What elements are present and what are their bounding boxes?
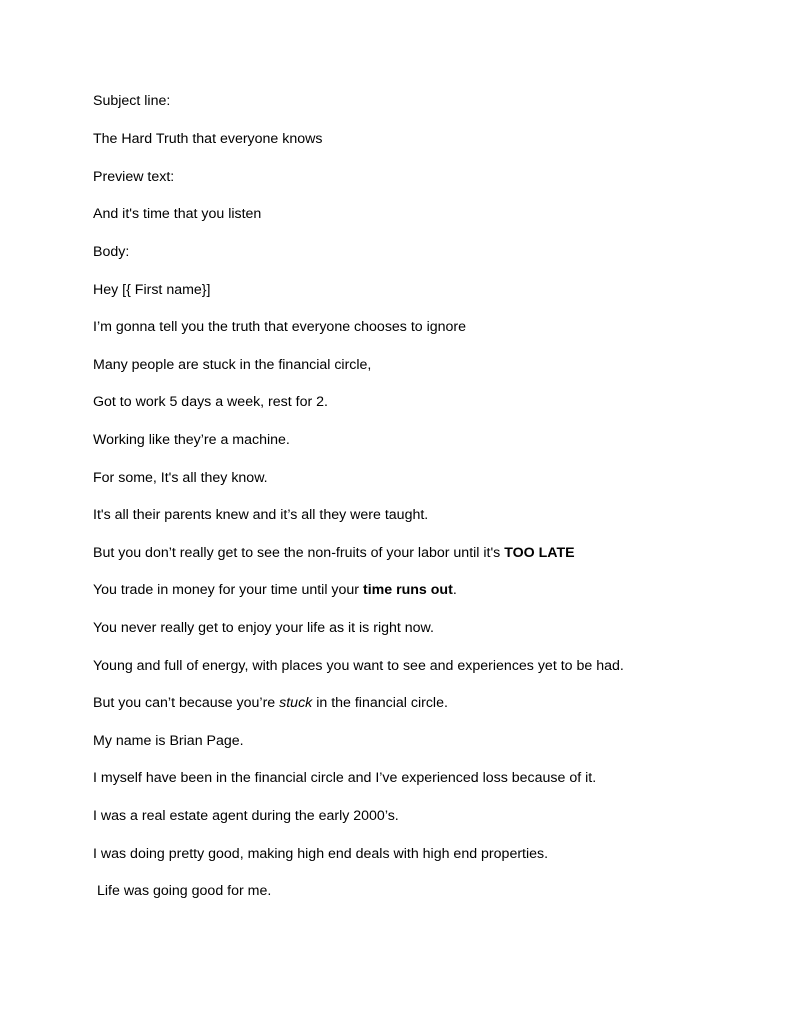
paragraph: Life was going good for me. — [97, 883, 272, 899]
paragraph-text: But you can’t because you’re — [93, 695, 280, 711]
greeting: Hey [{ First name}] — [93, 282, 211, 298]
paragraph-text: in the financial circle. — [312, 695, 448, 711]
paragraph: I was a real estate agent during the early 2000’s. — [93, 808, 399, 824]
paragraph — [93, 581, 457, 599]
body-label: Body: — [93, 244, 130, 260]
paragraph — [93, 544, 575, 562]
paragraph: I was doing pretty good, making high end deals with high end properties. — [93, 846, 549, 862]
paragraph-text: But you don’t really get to see the non-fruits of your labor until it's — [93, 545, 505, 561]
paragraph: My name is Brian Page. — [93, 733, 244, 749]
emphasis-too-late: TOO LATE — [504, 545, 575, 561]
paragraph: I myself have been in the financial circle and I’ve experienced loss because of it. — [93, 770, 597, 786]
preview-label: Preview text: — [93, 169, 175, 185]
subject-label: Subject line: — [93, 93, 171, 109]
paragraph — [93, 694, 448, 712]
paragraph: Working like they’re a machine. — [93, 432, 290, 448]
paragraph: Got to work 5 days a week, rest for 2. — [93, 394, 328, 410]
preview-value: And it's time that you listen — [93, 206, 262, 222]
paragraph: For some, It's all they know. — [93, 470, 268, 486]
subject-value: The Hard Truth that everyone knows — [93, 131, 323, 147]
emphasis-time-runs-out: time runs out — [362, 582, 453, 598]
paragraph: It's all their parents knew and it’s all they were taught. — [93, 507, 429, 523]
paragraph: Young and full of energy, with places you want to see and experiences yet to be had. — [93, 658, 624, 674]
emphasis-stuck: stuck — [279, 695, 313, 711]
paragraph-text: . — [452, 582, 457, 598]
paragraph: You never really get to enjoy your life as it is right now. — [93, 620, 434, 636]
paragraph-text: You trade in money for your time until your — [93, 582, 363, 598]
paragraph: Many people are stuck in the financial circle, — [93, 357, 372, 373]
paragraph: I’m gonna tell you the truth that everyone chooses to ignore — [93, 319, 467, 335]
